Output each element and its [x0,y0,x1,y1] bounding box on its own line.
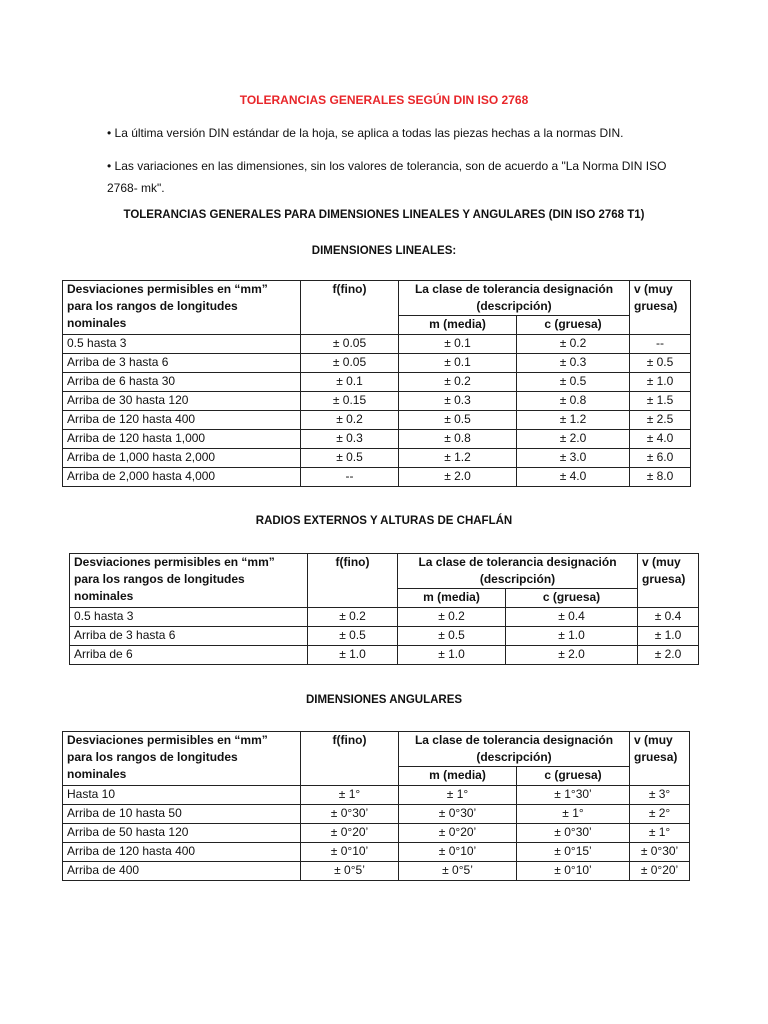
cell-range: Arriba de 120 hasta 400 [63,843,301,862]
cell-fino: ± 1° [301,786,399,805]
cell-gruesa: ± 4.0 [517,468,630,487]
cell-gruesa: ± 0°15’ [517,843,630,862]
table-row [70,608,699,627]
header-media: m (media) [398,589,506,608]
cell-range: 0.5 hasta 3 [70,608,308,627]
cell-gruesa: ± 1.0 [506,627,638,646]
header-row [63,281,691,316]
cell-muy-gruesa: ± 2° [630,805,690,824]
header-range: Desviaciones permisibles en “mm” para los rangos de longitudes nominales [63,732,301,786]
bullet-paragraph-2: • Las variaciones en las dimensiones, sin los valores de tolerancia, son de acuerdo a "La Norma DIN ISO 2768- mk". [107,159,667,195]
cell-range: Arriba de 6 hasta 30 [63,373,301,392]
header-fino: f(fino) [301,732,399,786]
cell-gruesa: ± 2.0 [517,430,630,449]
cell-media: ± 0.3 [399,392,517,411]
cell-media: ± 0°20’ [399,824,517,843]
header-muy-gruesa: v (muy gruesa) [630,732,690,786]
cell-range: Arriba de 120 hasta 400 [63,411,301,430]
table-radios-externos [69,553,699,665]
table-row [63,468,691,487]
cell-media: ± 0.5 [399,411,517,430]
cell-muy-gruesa: ± 0°30’ [630,843,690,862]
cell-muy-gruesa: ± 0°20’ [630,862,690,881]
cell-gruesa: ± 0.8 [517,392,630,411]
header-gruesa: c (gruesa) [517,316,630,335]
table-row [63,805,690,824]
section-heading-angulares: DIMENSIONES ANGULARES [305,694,463,706]
cell-gruesa: ± 1.2 [517,411,630,430]
cell-range: Arriba de 30 hasta 120 [63,392,301,411]
table-row [63,411,691,430]
cell-media: ± 1.0 [398,646,506,665]
main-heading: TOLERANCIAS GENERALES PARA DIMENSIONES LINEALES Y ANGULARES (DIN ISO 2768 T1) [123,209,645,221]
header-range: Desviaciones permisibles en “mm” para los rangos de longitudes nominales [70,554,308,608]
bullet-paragraph-1: • La última versión DIN estándar de la hoja, se aplica a todas las piezas hechas a la normas DIN. [107,126,624,140]
table-row [63,843,690,862]
cell-range: 0.5 hasta 3 [63,335,301,354]
cell-muy-gruesa: ± 2.0 [638,646,699,665]
cell-gruesa: ± 3.0 [517,449,630,468]
cell-muy-gruesa: ± 1.5 [630,392,691,411]
header-range: Desviaciones permisibles en “mm” para los rangos de longitudes nominales [63,281,301,335]
table-row [63,392,691,411]
cell-media: ± 1.2 [399,449,517,468]
cell-fino: -- [301,468,399,487]
cell-range: Arriba de 400 [63,862,301,881]
cell-media: ± 0.5 [398,627,506,646]
header-gruesa: c (gruesa) [506,589,638,608]
cell-fino: ± 0.2 [308,608,398,627]
header-media: m (media) [399,316,517,335]
cell-range: Arriba de 3 hasta 6 [63,354,301,373]
cell-gruesa: ± 0.4 [506,608,638,627]
page-title: TOLERANCIAS GENERALES SEGÚN DIN ISO 2768 [239,93,529,107]
header-muy-gruesa: v (muy gruesa) [638,554,699,608]
cell-range: Hasta 10 [63,786,301,805]
cell-muy-gruesa: ± 0.4 [638,608,699,627]
cell-fino: ± 0.05 [301,335,399,354]
cell-range: Arriba de 120 hasta 1,000 [63,430,301,449]
cell-media: ± 0.1 [399,335,517,354]
cell-fino: ± 0.5 [308,627,398,646]
table-row [63,449,691,468]
cell-muy-gruesa: ± 0.5 [630,354,691,373]
cell-muy-gruesa: ± 6.0 [630,449,691,468]
cell-media: ± 0.1 [399,354,517,373]
cell-muy-gruesa: ± 3° [630,786,690,805]
cell-range: Arriba de 2,000 hasta 4,000 [63,468,301,487]
cell-range: Arriba de 10 hasta 50 [63,805,301,824]
cell-fino: ± 0.1 [301,373,399,392]
cell-gruesa: ± 0.2 [517,335,630,354]
cell-fino: ± 0.05 [301,354,399,373]
header-row [70,554,699,589]
cell-media: ± 0.8 [399,430,517,449]
cell-fino: ± 0°5’ [301,862,399,881]
cell-gruesa: ± 1°30’ [517,786,630,805]
cell-muy-gruesa: -- [630,335,691,354]
cell-gruesa: ± 0.5 [517,373,630,392]
table-row [70,627,699,646]
cell-fino: ± 0.5 [301,449,399,468]
cell-media: ± 0°30’ [399,805,517,824]
cell-muy-gruesa: ± 1.0 [630,373,691,392]
cell-muy-gruesa: ± 1.0 [638,627,699,646]
cell-media: ± 0.2 [398,608,506,627]
cell-range: Arriba de 6 [70,646,308,665]
cell-fino: ± 1.0 [308,646,398,665]
cell-fino: ± 0°10’ [301,843,399,862]
table-row [63,430,691,449]
header-fino: f(fino) [308,554,398,608]
cell-media: ± 2.0 [399,468,517,487]
table-row [63,862,690,881]
cell-muy-gruesa: ± 2.5 [630,411,691,430]
table-row [70,646,699,665]
section-heading-radios: RADIOS EXTERNOS Y ALTURAS DE CHAFLÁN [255,515,513,527]
cell-media: ± 0°5’ [399,862,517,881]
cell-fino: ± 0°20’ [301,824,399,843]
table-row [63,786,690,805]
header-clase: La clase de tolerancia designación (descripción) [398,554,638,589]
table-dimensiones-angulares [62,731,690,881]
header-clase: La clase de tolerancia designación (descripción) [399,732,630,767]
cell-fino: ± 0.2 [301,411,399,430]
cell-gruesa: ± 0°10’ [517,862,630,881]
cell-muy-gruesa: ± 8.0 [630,468,691,487]
table-dimensiones-lineales [62,280,691,487]
cell-media: ± 0.2 [399,373,517,392]
cell-gruesa: ± 0°30’ [517,824,630,843]
cell-range: Arriba de 3 hasta 6 [70,627,308,646]
header-row [63,732,690,767]
cell-fino: ± 0.3 [301,430,399,449]
cell-muy-gruesa: ± 4.0 [630,430,691,449]
header-media: m (media) [399,767,517,786]
cell-range: Arriba de 1,000 hasta 2,000 [63,449,301,468]
table-row [63,824,690,843]
table-row [63,335,691,354]
section-heading-lineales: DIMENSIONES LINEALES: [311,245,457,257]
cell-gruesa: ± 1° [517,805,630,824]
header-muy-gruesa: v (muy gruesa) [630,281,691,335]
cell-media: ± 1° [399,786,517,805]
header-clase: La clase de tolerancia designación (descripción) [399,281,630,316]
header-gruesa: c (gruesa) [517,767,630,786]
cell-media: ± 0°10’ [399,843,517,862]
cell-fino: ± 0°30’ [301,805,399,824]
cell-gruesa: ± 2.0 [506,646,638,665]
header-fino: f(fino) [301,281,399,335]
cell-fino: ± 0.15 [301,392,399,411]
cell-range: Arriba de 50 hasta 120 [63,824,301,843]
table-row [63,354,691,373]
table-row [63,373,691,392]
cell-muy-gruesa: ± 1° [630,824,690,843]
cell-gruesa: ± 0.3 [517,354,630,373]
